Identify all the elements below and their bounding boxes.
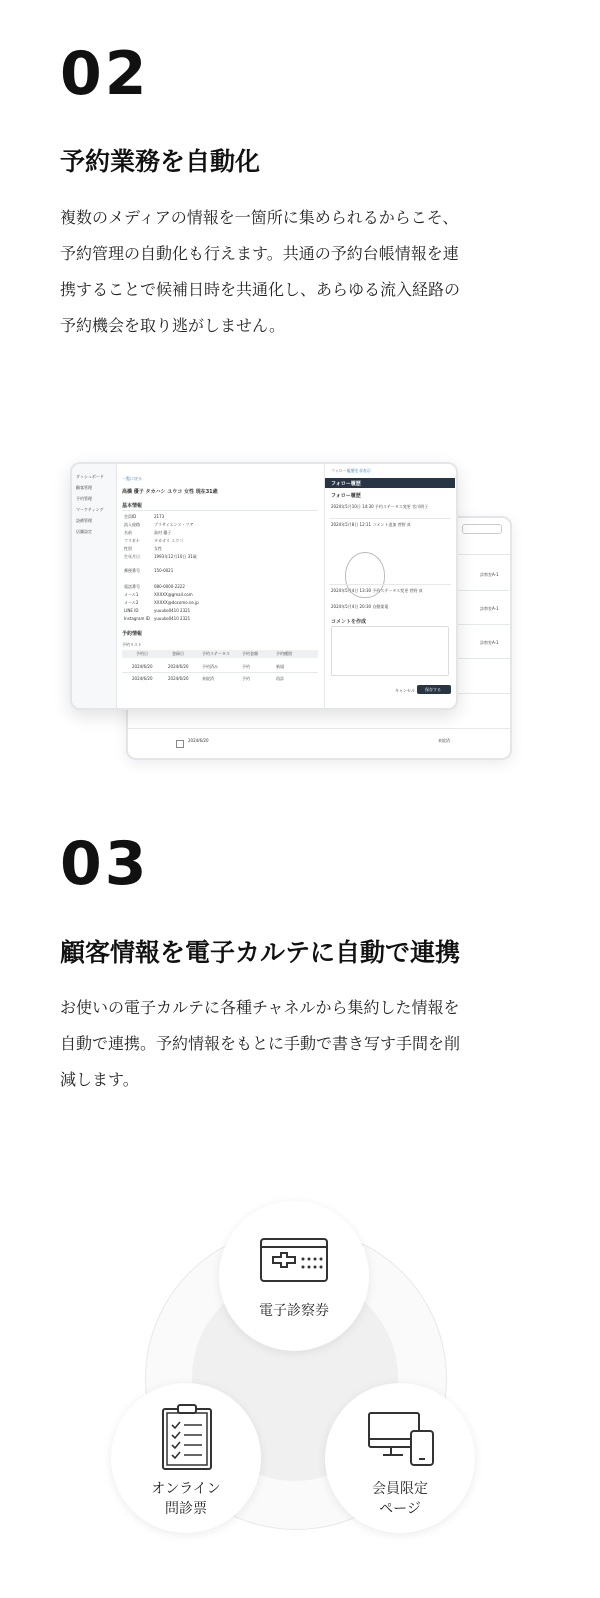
field-label: LINE ID [124,608,139,613]
hide-history-link[interactable]: フォロー履歴を非表示 [331,468,371,473]
section-title-02: 予約業務を自動化 [60,147,261,176]
table-cell: 新規 [276,664,284,669]
panel-header [325,478,455,488]
field-label: 郵便番号 [124,568,140,573]
field-value: 1993年12月10日 31歳 [154,554,197,559]
field-value: 080-0000-2222 [154,584,185,589]
field-value: XXXXX@gmail.com [154,592,193,597]
table-cell: 予約 [242,664,250,669]
table-header: 予約日 [136,651,148,656]
field-value: タカオリ ユウコ [154,538,184,543]
comment-heading: コメントを作成 [331,619,367,625]
mockup-sidebar [72,464,117,708]
feature-label-line1: オンライン [151,1481,221,1497]
cancel-button[interactable]: キャンセル [395,688,415,693]
field-value: ブラサイエンス・ツア [154,522,194,527]
sidebar-item-dashboard[interactable]: ダッシュボード [76,474,104,479]
field-value: yuuuko0410 2321 [154,616,191,621]
field-label: フリガナ [124,538,140,543]
history-entry: 2024年5月8日 12:11 コメント追加 菅野 真 [331,522,411,527]
field-value: 150-0021 [154,568,174,573]
history-entry: 2024年5月10日 14:30 予約ステータス変更 宮川明子 [331,504,429,509]
field-label: 電話番号 [124,584,140,589]
feature-label-line2: 問診票 [165,1501,207,1517]
body-line: 携することで候補日時を共通化し、あらゆる流入経路の [60,280,461,299]
reservation-heading: 予約情報 [122,631,143,637]
feature-online-questionnaire [111,1383,261,1533]
field-value: 高村 優子 [154,530,172,535]
field-label: 性別 [124,546,132,551]
table-cell: 再診 [276,676,284,681]
panel-subtitle: フォロー履歴 [331,493,361,499]
basic-info-heading: 基本情報 [122,503,143,509]
section-number-03: 03 [60,829,150,899]
body-line: 複数のメディアの情報を一箇所に集められるからこそ、 [60,208,459,227]
field-label: Instagram ID [124,616,150,621]
history-entry: 2024年5月4日 13:30 予約ステータス変更 菅野 真 [331,588,423,593]
body-line: 予約機会を取り逃がしません。 [60,316,285,335]
table-header: 登録日 [172,651,184,656]
field-label: 流入経路 [124,522,140,527]
field-label: 生年月日 [124,554,140,559]
section-body-03 [60,990,530,1098]
feature-label-line2: ページ [379,1501,421,1517]
section-number-02: 02 [60,39,150,109]
back-row-status: 来院済 [438,738,450,743]
section-title-03: 顧客情報を電子カルテに自動で連携 [60,938,461,967]
section-body-02 [60,200,530,344]
table-cell: 予約済み [202,664,218,669]
field-value: 2173 [154,514,165,519]
back-row-status: 診察室A-1 [480,640,499,645]
sidebar-item-settings[interactable]: 店舗設定 [76,529,92,534]
table-cell: 予約 [242,676,250,681]
table-cell: 2024/6/20 [132,664,153,669]
body-line: お使いの電子カルテに各種チャネルから集約した情報を [60,998,460,1017]
field-label: 会員ID [124,514,137,519]
feature-label: 電子診察券 [259,1303,329,1319]
follow-history-panel [324,464,455,708]
field-value: 女性 [154,546,162,551]
table-header: 予約種別 [276,651,292,656]
back-row-date: 2024/6/20 [188,738,209,743]
table-header: 予約金額 [242,651,258,656]
sidebar-item-equipment[interactable]: 設備管理 [76,518,92,523]
sidebar-item-customers[interactable]: 顧客管理 [76,485,92,490]
clipboard-icon [161,1403,213,1471]
feature-digital-card [219,1201,369,1351]
feature-member-page [325,1383,475,1533]
table-cell: 2024/6/20 [132,676,153,681]
sidebar-item-reservations[interactable]: 予約管理 [76,496,92,501]
table-header: 予約ステータス [202,651,230,656]
reservation-list-label: 予約リスト [122,642,142,647]
back-row-status: 診察室A-1 [480,606,499,611]
panel-title: フォロー履歴 [331,481,361,487]
devices-icon [367,1411,437,1467]
field-label: メール2 [124,600,139,605]
body-line: 自動で連携。予約情報をもとに手動で書き写す手間を削 [60,1034,461,1053]
back-row-status: 診察室A-1 [480,572,499,577]
back-link[interactable]: 一覧に戻る [122,476,142,481]
body-line: 減します。 [60,1070,139,1089]
save-button-label: 保存する [425,687,441,692]
comment-textarea[interactable] [331,626,449,676]
history-entry: 2024年5月4日 20:30 自動架電 [331,604,389,609]
mockup-front-window [70,462,458,710]
field-label: 名前 [124,530,132,535]
table-cell: 来院済 [202,676,214,681]
save-button[interactable] [417,685,451,694]
field-value: XXXXX@docomo.ne.jp [154,600,199,605]
back-window-button [462,524,502,534]
table-cell: 2024/6/20 [168,664,189,669]
field-label: メール1 [124,592,139,597]
patient-name: 高橋 優子 タカハシ ユウコ 女性 現在31歳 [122,489,218,495]
row-checkbox[interactable] [176,740,184,748]
feature-label-line1: 会員限定 [372,1481,428,1497]
field-value: yuuuko0410 2321 [154,608,191,613]
card-icon [259,1237,329,1283]
body-line: 予約管理の自動化も行えます。共通の予約台帳情報を連 [60,244,459,263]
table-cell: 2024/6/20 [168,676,189,681]
sidebar-item-marketing[interactable]: マーケティング [76,507,104,512]
